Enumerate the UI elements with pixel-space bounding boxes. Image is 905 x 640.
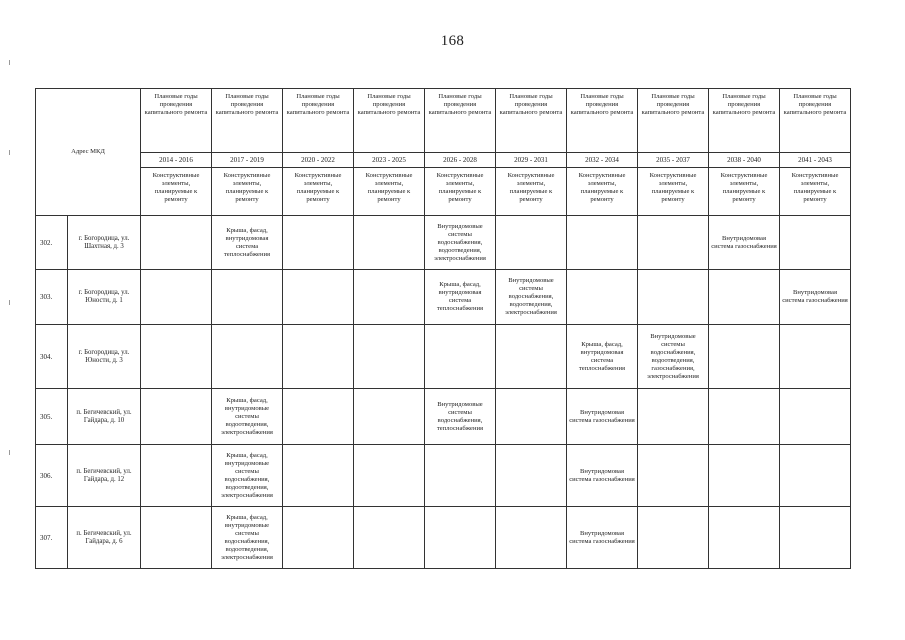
repair-cell: Внутридомовые системы водоснабжения, водоотведения, электроснабжения [496,270,567,325]
row-address: п. Бегичевский, ул. Гайдара, д. 6 [68,507,141,569]
repair-cell [780,389,851,445]
table-row [36,389,851,445]
row-address: п. Бегичевский, ул. Гайдара, д. 12 [68,445,141,507]
margin-mark [9,450,10,455]
table-row [36,325,851,389]
repair-cell [709,325,780,389]
address-header-label: Адрес МКД [71,148,105,155]
repair-cell [283,270,354,325]
repair-cell [354,216,425,270]
repair-cell [638,216,709,270]
repair-cell [567,270,638,325]
repair-cell [780,445,851,507]
repair-cell: Внутридомовая система газоснабжения [567,389,638,445]
period-header: Плановые годы проведения капитального ремонта [496,89,567,153]
row-number: 306. [36,445,68,507]
repair-cell [354,270,425,325]
margin-mark [9,60,10,65]
repair-cell [212,325,283,389]
repair-cell [567,216,638,270]
elements-header: Конструктивные элементы, планируемые к ремонту [283,168,354,216]
period-header: Плановые годы проведения капитального ремонта [780,89,851,153]
repair-cell: Крыша, фасад, внутридомовые системы водоснабжения, водоотведения, электроснабжения [212,507,283,569]
repair-cell [141,507,212,569]
repair-cell: Крыша, фасад, внутридомовые системы водоснабжения, водоотведения, электроснабжения [212,445,283,507]
period-years: 2032 - 2034 [567,153,638,168]
repair-cell [709,389,780,445]
repair-cell [496,389,567,445]
header-row-elements [36,168,851,216]
elements-header: Конструктивные элементы, планируемые к ремонту [496,168,567,216]
elements-header: Конструктивные элементы, планируемые к ремонту [212,168,283,216]
elements-header: Конструктивные элементы, планируемые к ремонту [141,168,212,216]
repair-cell [283,389,354,445]
header-row-years [36,153,851,168]
repair-cell [141,325,212,389]
repair-cell [638,389,709,445]
capital-repair-table [35,88,851,569]
repair-cell: Крыша, фасад, внутридомовая система теплоснабжения [567,325,638,389]
repair-cell [638,270,709,325]
repair-cell [780,325,851,389]
repair-cell [496,325,567,389]
repair-cell [141,389,212,445]
period-years: 2041 - 2043 [780,153,851,168]
repair-cell: Внутридомовая система газоснабжения [567,445,638,507]
repair-cell [709,445,780,507]
elements-header: Конструктивные элементы, планируемые к ремонту [354,168,425,216]
repair-cell [141,270,212,325]
period-years: 2020 - 2022 [283,153,354,168]
repair-cell [425,445,496,507]
elements-header: Конструктивные элементы, планируемые к ремонту [638,168,709,216]
repair-cell: Крыша, фасад, внутридомовые системы водоотведения, электроснабжения [212,389,283,445]
repair-cell [425,507,496,569]
repair-cell [638,507,709,569]
repair-cell: Внутридомовая система газоснабжения [780,270,851,325]
period-years: 2029 - 2031 [496,153,567,168]
repair-cell: Внутридомовые системы водоснабжения, теплоснабжения [425,389,496,445]
row-number: 304. [36,325,68,389]
row-number: 303. [36,270,68,325]
period-years: 2026 - 2028 [425,153,496,168]
repair-cell [425,325,496,389]
repair-cell [354,325,425,389]
repair-cell [283,325,354,389]
row-address: г. Богородица, ул. Шахтная, д. 3 [68,216,141,270]
repair-cell: Крыша, фасад, внутридомовая система теплоснабжения [212,216,283,270]
repair-cell: Крыша, фасад, внутридомовая система теплоснабжения [425,270,496,325]
elements-header: Конструктивные элементы, планируемые к ремонту [709,168,780,216]
repair-cell [354,507,425,569]
row-address: п. Бегичевский, ул. Гайдара, д. 10 [68,389,141,445]
period-header: Плановые годы проведения капитального ремонта [425,89,496,153]
repair-cell [283,445,354,507]
period-years: 2038 - 2040 [709,153,780,168]
margin-mark [9,150,10,155]
elements-header: Конструктивные элементы, планируемые к ремонту [780,168,851,216]
period-header: Плановые годы проведения капитального ремонта [354,89,425,153]
repair-cell: Внутридомовые системы водоснабжения, водоотведения, газоснабжения, электроснабжения [638,325,709,389]
period-header: Плановые годы проведения капитального ремонта [709,89,780,153]
repair-cell: Внутридомовая система газоснабжения [709,216,780,270]
repair-cell [141,445,212,507]
row-number: 307. [36,507,68,569]
row-address: г. Богородица, ул. Юности, д. 3 [68,325,141,389]
repair-cell [141,216,212,270]
repair-cell [780,216,851,270]
period-years: 2023 - 2025 [354,153,425,168]
row-number: 305. [36,389,68,445]
table-row [36,507,851,569]
repair-cell [283,216,354,270]
repair-cell [212,270,283,325]
elements-header: Конструктивные элементы, планируемые к ремонту [567,168,638,216]
address-header [36,89,141,216]
period-years: 2014 - 2016 [141,153,212,168]
repair-cell [638,445,709,507]
repair-cell: Внутридомовые системы водоснабжения, водоотведения, электроснабжения [425,216,496,270]
period-years: 2017 - 2019 [212,153,283,168]
repair-cell [496,445,567,507]
period-years: 2035 - 2037 [638,153,709,168]
period-header: Плановые годы проведения капитального ремонта [212,89,283,153]
repair-cell [496,216,567,270]
table-row [36,216,851,270]
repair-cell [354,445,425,507]
header-row-periods [36,89,851,153]
repair-cell [283,507,354,569]
page-number: 168 [440,33,465,49]
period-header: Плановые годы проведения капитального ремонта [283,89,354,153]
repair-cell [709,270,780,325]
repair-cell [354,389,425,445]
period-header: Плановые годы проведения капитального ремонта [141,89,212,153]
repair-cell [709,507,780,569]
margin-mark [9,300,10,305]
repair-cell: Внутридомовая система газоснабжения [567,507,638,569]
repair-cell [496,507,567,569]
period-header: Плановые годы проведения капитального ремонта [567,89,638,153]
row-number: 302. [36,216,68,270]
row-address: г. Богородица, ул. Юности, д. 1 [68,270,141,325]
repair-cell [780,507,851,569]
elements-header: Конструктивные элементы, планируемые к ремонту [425,168,496,216]
table-row [36,270,851,325]
table-row [36,445,851,507]
period-header: Плановые годы проведения капитального ремонта [638,89,709,153]
